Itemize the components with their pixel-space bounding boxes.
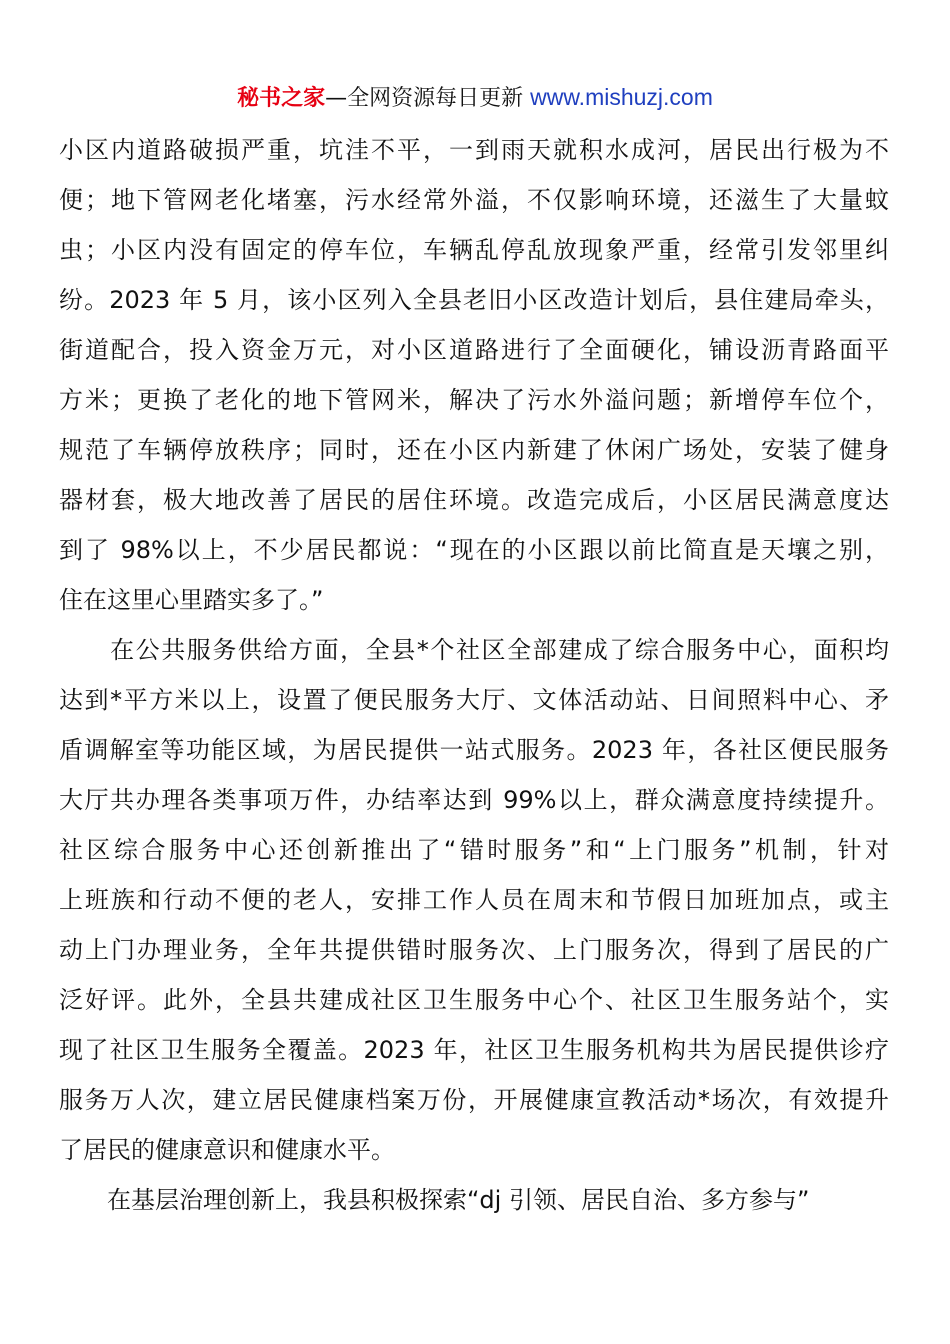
text-line: 方米；更换了老化的地下管网米，解决了污水外溢问题；新增停车位个， [59, 386, 889, 414]
text-line: 纷。2023 年 5 月，该小区列入全县老旧小区改造计划后，县住建局牵头， [59, 286, 889, 314]
text-line: 到了 98%以上，不少居民都说：“现在的小区跟以前比简直是天壤之别， [59, 536, 889, 564]
site-header [0, 82, 950, 114]
site-url-link[interactable]: www.mishuzj.com [530, 84, 713, 110]
paragraph-start-line: 在基层治理创新上，我县积极探索“dj 引领、居民自治、多方参与” [59, 1186, 810, 1214]
paragraph-end-line: 了居民的健康意识和健康水平。 [59, 1136, 395, 1164]
text-line: 便；地下管网老化堵塞，污水经常外溢，不仅影响环境，还滋生了大量蚊 [59, 186, 889, 214]
text-line: 泛好评。此外，全县共建成社区卫生服务中心个、社区卫生服务站个，实 [59, 986, 889, 1014]
text-line: 现了社区卫生服务全覆盖。2023 年，社区卫生服务机构共为居民提供诊疗 [59, 1036, 889, 1064]
text-line: 达到*平方米以上，设置了便民服务大厅、文体活动站、日间照料中心、矛 [59, 686, 889, 714]
text-line: 器材套，极大地改善了居民的居住环境。改造完成后，小区居民满意度达 [59, 486, 889, 514]
text-line: 规范了车辆停放秩序；同时，还在小区内新建了休闲广场处，安装了健身 [59, 436, 889, 464]
text-line: 服务万人次，建立居民健康档案万份，开展健康宣教活动*场次，有效提升 [59, 1086, 889, 1114]
text-line: 街道配合，投入资金万元，对小区道路进行了全面硬化，铺设沥青路面平 [59, 336, 889, 364]
text-line: 大厅共办理各类事项万件，办结率达到 99%以上，群众满意度持续提升。 [59, 786, 889, 814]
text-line: 动上门办理业务，全年共提供错时服务次、上门服务次，得到了居民的广 [59, 936, 889, 964]
text-line: 小区内道路破损严重，坑洼不平，一到雨天就积水成河，居民出行极为不 [59, 136, 889, 164]
paragraph-end-line: 住在这里心里踏实多了。” [59, 586, 324, 614]
paragraph-start-line: 在公共服务供给方面，全县*个社区全部建成了综合服务中心，面积均 [59, 636, 889, 664]
text-line: 社区综合服务中心还创新推出了“错时服务”和“上门服务”机制，针对 [59, 836, 889, 864]
brand-name: 秘书之家 [237, 86, 326, 111]
header-tagline: —全网资源每日更新 [325, 86, 531, 111]
document-body [59, 125, 889, 1225]
text-line: 虫；小区内没有固定的停车位，车辆乱停乱放现象严重，经常引发邻里纠 [59, 236, 889, 264]
text-line: 上班族和行动不便的老人，安排工作人员在周末和节假日加班加点，或主 [59, 886, 889, 914]
text-line: 盾调解室等功能区域，为居民提供一站式服务。2023 年，各社区便民服务 [59, 736, 889, 764]
